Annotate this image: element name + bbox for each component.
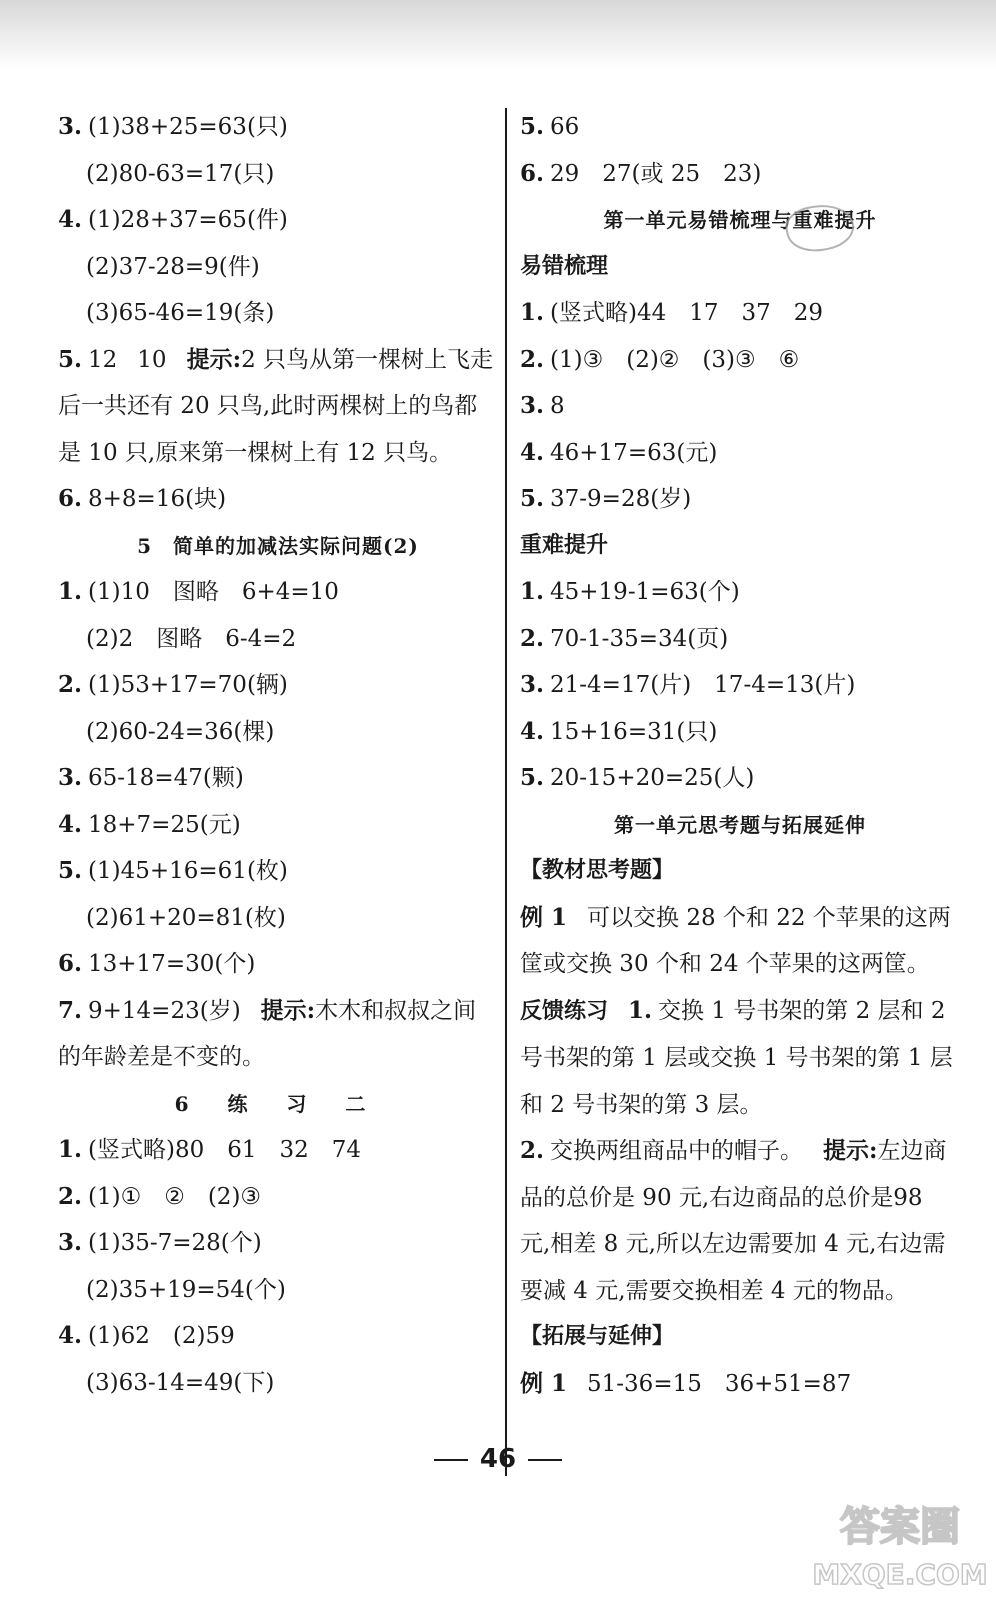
answer-line: 5. 37-9=28(岁): [520, 485, 692, 512]
answer-line: 3. (1)38+25=63(只): [58, 113, 288, 140]
right-column: [520, 104, 960, 1407]
subheading: 【教材思考题】: [520, 858, 675, 883]
answer-line: 2. (1)③ (2)② (3)③ ⑥: [520, 345, 800, 373]
answer-line: 4. 18+7=25(元): [58, 810, 241, 838]
page-footer: [0, 1444, 996, 1474]
answer-line: 2. (1)① ② (2)③: [58, 1182, 262, 1210]
section-title: 第一单元易错梳理与重难提升: [603, 208, 877, 232]
scan-shadow: [0, 0, 996, 70]
hint-label: 提示:: [186, 345, 242, 373]
answer-line: 3. 65-18=47(颗): [58, 764, 244, 791]
example-label: 例 1: [520, 1369, 568, 1397]
answer-line: 1. 45+19-1=63(个): [520, 578, 740, 605]
page-number: 46: [479, 1444, 517, 1474]
answer-q7: 7. 9+14=23(岁) 提示:木木和叔叔之间的年龄差是不变的。: [58, 996, 477, 1070]
answer-line: 5. 20-15+20=25(人): [520, 764, 755, 791]
answer-line: (3)63-14=49(下): [86, 1369, 275, 1396]
watermark-logo: [812, 1488, 988, 1596]
answer-line: 3. (1)35-7=28(个): [58, 1229, 262, 1256]
subheading: 易错梳理: [520, 253, 609, 279]
watermark-text: 答案圈: [840, 1504, 960, 1550]
answer-line: 5. (1)45+16=61(枚): [58, 857, 288, 884]
answer-line: 6. 8+8=16(块): [58, 485, 227, 512]
answer-line: 2. 70-1-35=34(页): [520, 624, 729, 652]
hint-label: 提示:: [260, 996, 316, 1024]
section-title: 第一单元思考题与拓展延伸: [614, 812, 866, 837]
answer-q5: 5. 12 10 提示:2 只鸟从第一棵树上飞走后一共还有 20 只鸟,此时两棵树上的鸟都是 10 只,原来第一棵树上有 12 只鸟。: [58, 345, 494, 466]
subheading: 【拓展与延伸】: [520, 1324, 675, 1349]
answer-line: (2)80-63=17(只): [86, 160, 275, 187]
feedback-label: 反馈练习: [520, 998, 609, 1024]
answer-line: 4. 46+17=63(元): [520, 438, 718, 466]
answer-line: (2)60-24=36(棵): [86, 718, 275, 745]
section-title: 5 简单的加减法实际问题(2): [137, 533, 419, 558]
example-answer: 例 1 可以交换 28 个和 22 个苹果的这两筐或交换 30 个和 24 个苹果的这两筐。: [520, 903, 951, 977]
answer-line: 1. (竖式略)80 61 32 74: [58, 1136, 362, 1163]
footer-dash: [434, 1459, 468, 1461]
feedback-answer: 2. 交换两组商品中的帽子。 提示:左边商品的总价是 90 元,右边商品的总价是98 元,相差 8 元,所以左边需要加 4 元,右边需要减 4 元,需要交换相差 4 元的物品。: [520, 1137, 947, 1304]
answer-line: (2)61+20=81(枚): [86, 904, 286, 931]
answer-line: 1. (1)10 图略 6+4=10: [58, 578, 339, 605]
answer-line: (2)2 图略 6-4=2: [86, 625, 297, 652]
answer-line: (3)65-46=19(条): [86, 300, 275, 326]
column-divider: [505, 108, 507, 1476]
answer-line: 4. (1)62 (2)59: [58, 1322, 235, 1349]
watermark-url: MXQE.COM: [812, 1558, 988, 1591]
footer-dash: [528, 1459, 562, 1461]
example-answer: 例 1 51-36=15 36+51=87: [520, 1369, 852, 1397]
left-column: [58, 104, 498, 1406]
feedback-answer: 反馈练习 1. 交换 1 号书架的第 2 层和 2 号书架的第 1 层或交换 1 号书架的第 1 层和 2 号书架的第 3 层。: [520, 996, 953, 1118]
answer-line: 4. (1)28+37=65(件): [58, 206, 288, 233]
answer-line: 1. (竖式略)44 17 37 29: [520, 299, 824, 326]
answer-line: 5. 66: [520, 113, 580, 140]
answer-line: 4. 15+16=31(只): [520, 717, 718, 745]
answer-line: (2)35+19=54(个): [86, 1276, 286, 1303]
answer-line: 6. 13+17=30(个): [58, 950, 256, 977]
answer-line: 3. 21-4=17(片) 17-4=13(片): [520, 671, 856, 698]
hint-label: 提示:: [823, 1137, 878, 1164]
subheading: 重难提升: [520, 532, 609, 558]
answer-line: 6. 29 27(或 25 23): [520, 159, 762, 187]
example-label: 例 1: [520, 903, 568, 931]
answer-line: (2)37-28=9(件): [86, 253, 260, 280]
answer-line: 3. 8: [520, 392, 565, 419]
section-title: 6 练 习 二: [174, 1091, 382, 1116]
answer-line: 2. (1)53+17=70(辆): [58, 671, 288, 698]
